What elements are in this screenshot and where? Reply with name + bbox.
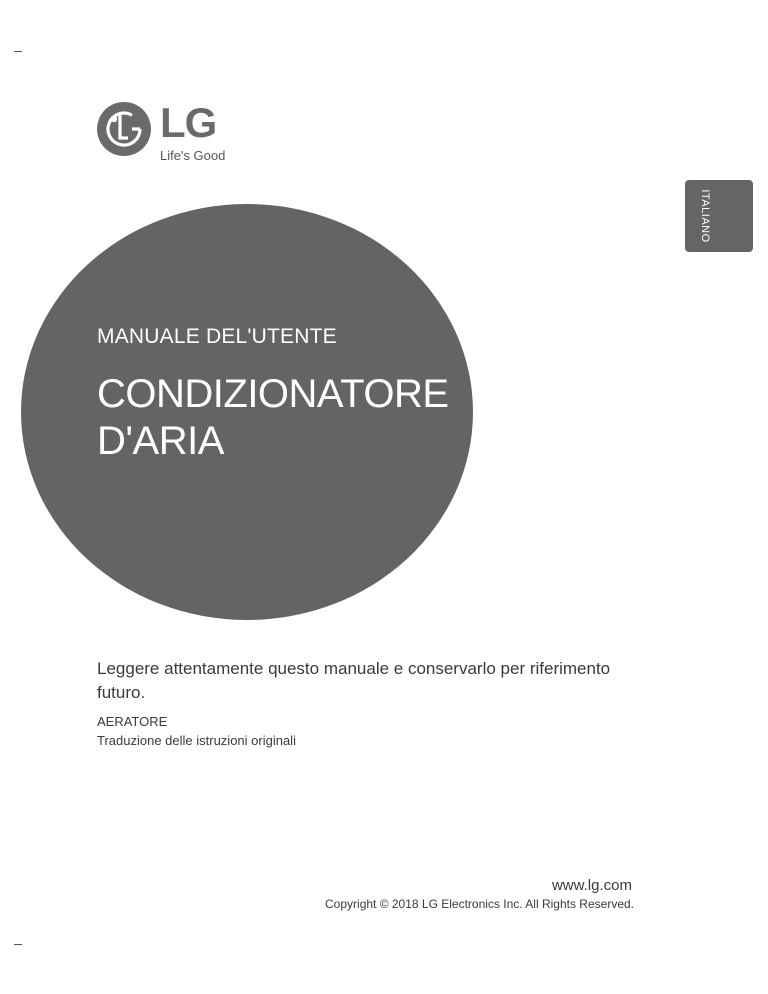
logo-tagline: Life's Good: [160, 148, 226, 163]
website-link[interactable]: www.lg.com: [551, 877, 632, 894]
copyright-notice: Copyright © 2018 LG Electronics Inc. All Rights Reserved.: [325, 897, 634, 911]
product-title-line-2: D'ARIA: [97, 419, 224, 463]
model-name: AERATORE: [97, 714, 168, 729]
lg-face-logo-icon: [96, 101, 152, 157]
manual-label: MANUALE DEL'UTENTE: [97, 325, 337, 348]
language-tab-label: ITALIANO: [699, 189, 711, 243]
crop-mark-bottom: [14, 944, 22, 945]
product-title: [97, 371, 449, 465]
language-tab: [685, 180, 753, 252]
logo-wordmark: LG: [160, 99, 217, 146]
product-title-line-1: CONDIZIONATORE: [97, 372, 449, 416]
translation-note: Traduzione delle istruzioni originali: [97, 733, 296, 748]
lg-logo: [96, 101, 256, 165]
crop-mark-top: [14, 51, 22, 52]
intro-text: Leggere attentamente questo manuale e conservarlo per riferimento futuro.: [97, 659, 611, 702]
